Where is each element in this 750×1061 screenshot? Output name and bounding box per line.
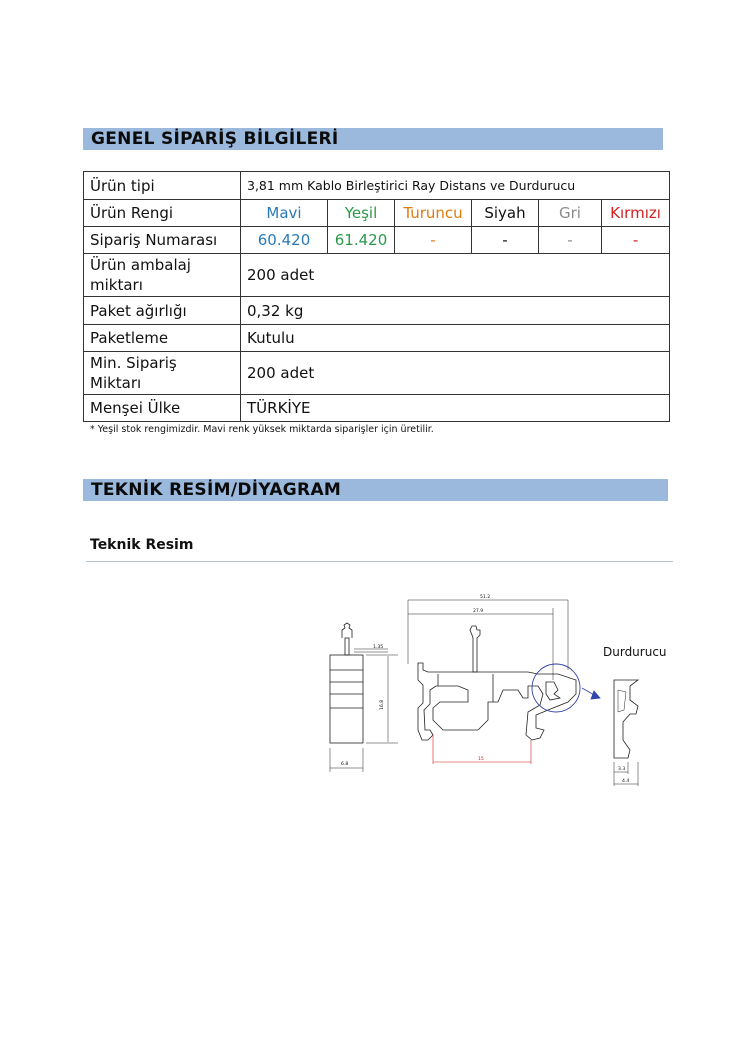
package-qty-label-line1: Ürün ambalaj	[90, 256, 191, 274]
order-no-kirmizi: -	[602, 227, 670, 254]
color-siyah: Siyah	[472, 200, 539, 227]
order-info-table	[83, 171, 670, 422]
order-info-header	[83, 128, 663, 150]
packaging-label: Paketleme	[84, 325, 241, 352]
table-row-product-type	[84, 172, 670, 200]
dim-side-width: 6.8	[341, 762, 349, 767]
packaging-value: Kutulu	[241, 325, 670, 352]
order-info-title: GENEL SİPARİŞ BİLGİLERİ	[91, 129, 339, 149]
table-row-colors	[84, 200, 670, 227]
table-row-order-numbers	[84, 227, 670, 254]
order-no-label: Sipariş Numarası	[84, 227, 241, 254]
color-label: Ürün Rengi	[84, 200, 241, 227]
product-type-value: 3,81 mm Kablo Birleştirici Ray Distans ve Durdurucu	[241, 172, 670, 200]
min-order-label-line1: Min. Sipariş	[90, 354, 177, 372]
min-order-label-line2: Miktarı	[90, 374, 142, 392]
dim-stopper-b: 4.4	[622, 779, 630, 784]
dim-side-height: 16.8	[380, 699, 385, 710]
package-weight-value: 0,32 kg	[241, 297, 670, 325]
technical-drawing	[318, 590, 658, 790]
dim-side-top: 1.35	[373, 645, 384, 650]
min-order-label	[84, 352, 241, 395]
order-no-gri: -	[539, 227, 602, 254]
side-view	[330, 623, 363, 743]
table-row-package-weight	[84, 297, 670, 325]
side-dimensions	[330, 649, 398, 772]
table-row-min-order	[84, 352, 670, 395]
package-qty-label-line2: miktarı	[90, 276, 143, 294]
dim-slot: 15	[478, 757, 484, 762]
package-weight-label: Paket ağırlığı	[84, 297, 241, 325]
table-row-packaging	[84, 325, 670, 352]
origin-value: TÜRKİYE	[241, 395, 670, 422]
color-yesil: Yeşil	[328, 200, 395, 227]
order-no-yesil: 61.420	[328, 227, 395, 254]
technical-title: TEKNİK RESİM/DİYAGRAM	[91, 480, 342, 500]
order-no-siyah: -	[472, 227, 539, 254]
min-order-value: 200 adet	[241, 352, 670, 395]
subtitle-divider	[86, 561, 673, 562]
top-dimensions	[408, 600, 568, 680]
color-mavi: Mavi	[241, 200, 328, 227]
package-qty-label	[84, 254, 241, 297]
stock-note: * Yeşil stok rengimizdir. Mavi renk yüksek miktarda siparişler için üretilir.	[90, 424, 434, 435]
dim-inner: 27.9	[473, 609, 484, 614]
stopper-label: Durdurucu	[603, 645, 667, 659]
drawing-subtitle: Teknik Resim	[90, 537, 194, 553]
package-qty-value: 200 adet	[241, 254, 670, 297]
origin-label: Menşei Ülke	[84, 395, 241, 422]
table-row-package-qty	[84, 254, 670, 297]
main-profile	[418, 626, 600, 740]
color-gri: Gri	[539, 200, 602, 227]
color-kirmizi: Kırmızı	[602, 200, 670, 227]
dim-overall: 51.2	[480, 595, 491, 600]
color-turuncu: Turuncu	[395, 200, 472, 227]
dim-stopper-a: 3.3	[618, 767, 626, 772]
order-no-turuncu: -	[395, 227, 472, 254]
table-row-origin	[84, 395, 670, 422]
order-no-mavi: 60.420	[241, 227, 328, 254]
product-type-label: Ürün tipi	[84, 172, 241, 200]
technical-header	[83, 479, 668, 501]
